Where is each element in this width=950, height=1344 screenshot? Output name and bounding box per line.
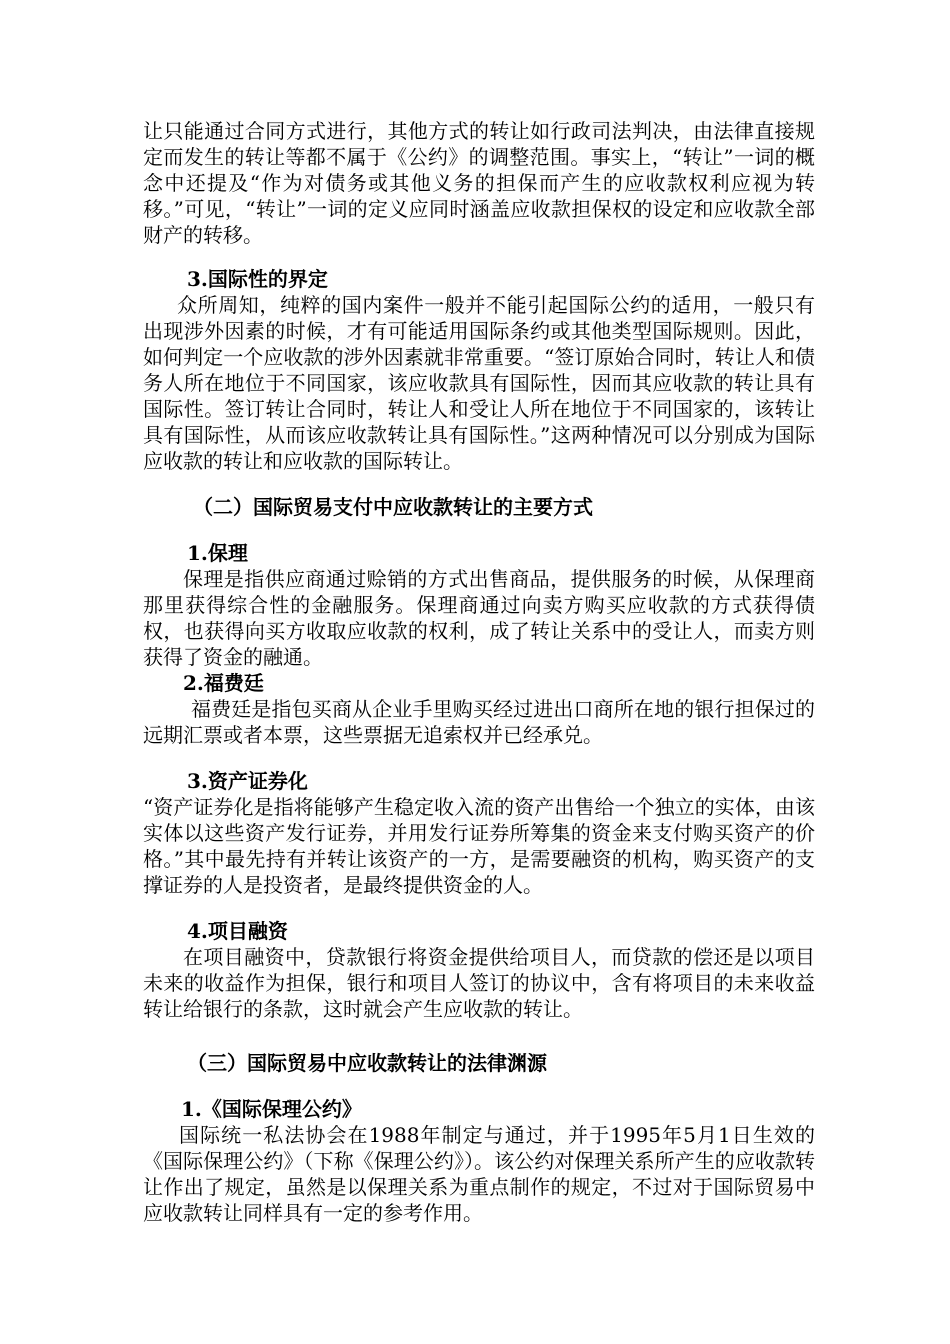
paragraph: “资产证券化是指将能够产生稳定收入流的资产出售给一个独立的实体，由该实体以这些资产发行证券，并用发行证券所筹集的资金来支付购买资产的价格。”其中最先持有并转让该资产的一方，是需要融资的机构，购买资产的支撑证券的人是投资者，是最终提供资金的人。 <box>143 795 815 897</box>
subheading-factoring: 1.保理 <box>187 541 248 565</box>
paragraph: 国际统一私法协会在1988年制定与通过，并于1995年5月1日生效的《国际保理公约》（下称《保理公约》）。该公约对保理关系所产生的应收款转让作出了规定，虽然是以保理关系为重点制作的规定，不过对于国际贸易中应收款转让同样具有一定的参考作用。 <box>143 1123 815 1225</box>
section-title-legal-sources: （三）国际贸易中应收款转让的法律渊源 <box>187 1051 547 1075</box>
subheading-project-finance: 4.项目融资 <box>187 919 288 943</box>
subheading-forfaiting: 2.福费廷 <box>183 671 264 695</box>
paragraph: 在项目融资中，贷款银行将资金提供给项目人，而贷款的偿还是以项目未来的收益作为担保，银行和项目人签订的协议中，含有将项目的未来收益转让给银行的条款，这时就会产生应收款的转让。 <box>143 945 815 1021</box>
subheading-securitization: 3.资产证券化 <box>187 769 308 793</box>
document-page <box>143 118 815 1226</box>
section-title-main-methods: （二）国际贸易支付中应收款转让的主要方式 <box>193 495 593 519</box>
paragraph: 福费廷是指包买商从企业手里购买经过进出口商所在地的银行担保过的远期汇票或者本票，这些票据无追索权并已经承兑。 <box>143 697 815 747</box>
subheading-factoring-convention: 1.《国际保理公约》 <box>181 1097 362 1121</box>
subheading-internationality: 3.国际性的界定 <box>187 267 328 291</box>
paragraph: 保理是指供应商通过赊销的方式出售商品，提供服务的时候，从保理商那里获得综合性的金融服务。保理商通过向卖方购买应收款的方式获得债权，也获得向买方收取应收款的权利，成了转让关系中的受让人，而卖方则获得了资金的融通。 <box>143 567 815 669</box>
paragraph: 众所周知，纯粹的国内案件一般并不能引起国际公约的适用，一般只有出现涉外因素的时候，才有可能适用国际条约或其他类型国际规则。因此，如何判定一个应收款的涉外因素就非常重要。“签订原始合同时，转让人和债务人所在地位于不同国家，该应收款具有国际性，因而其应收款的转让具有国际性。签订转让合同时，转让人和受让人所在地位于不同国家的，该转让具有国际性，从而该应收款转让具有国际性。”这两种情况可以分别成为国际应收款的转让和应收款的国际转让。 <box>143 293 815 473</box>
paragraph: 让只能通过合同方式进行，其他方式的转让如行政司法判决，由法律直接规定而发生的转让等都不属于《公约》的调整范围。事实上，“转让”一词的概念中还提及“作为对债务或其他义务的担保而产生的应收款权利应视为转移。”可见，“转让”一词的定义应同时涵盖应收款担保权的设定和应收款全部财产的转移。 <box>143 119 815 247</box>
